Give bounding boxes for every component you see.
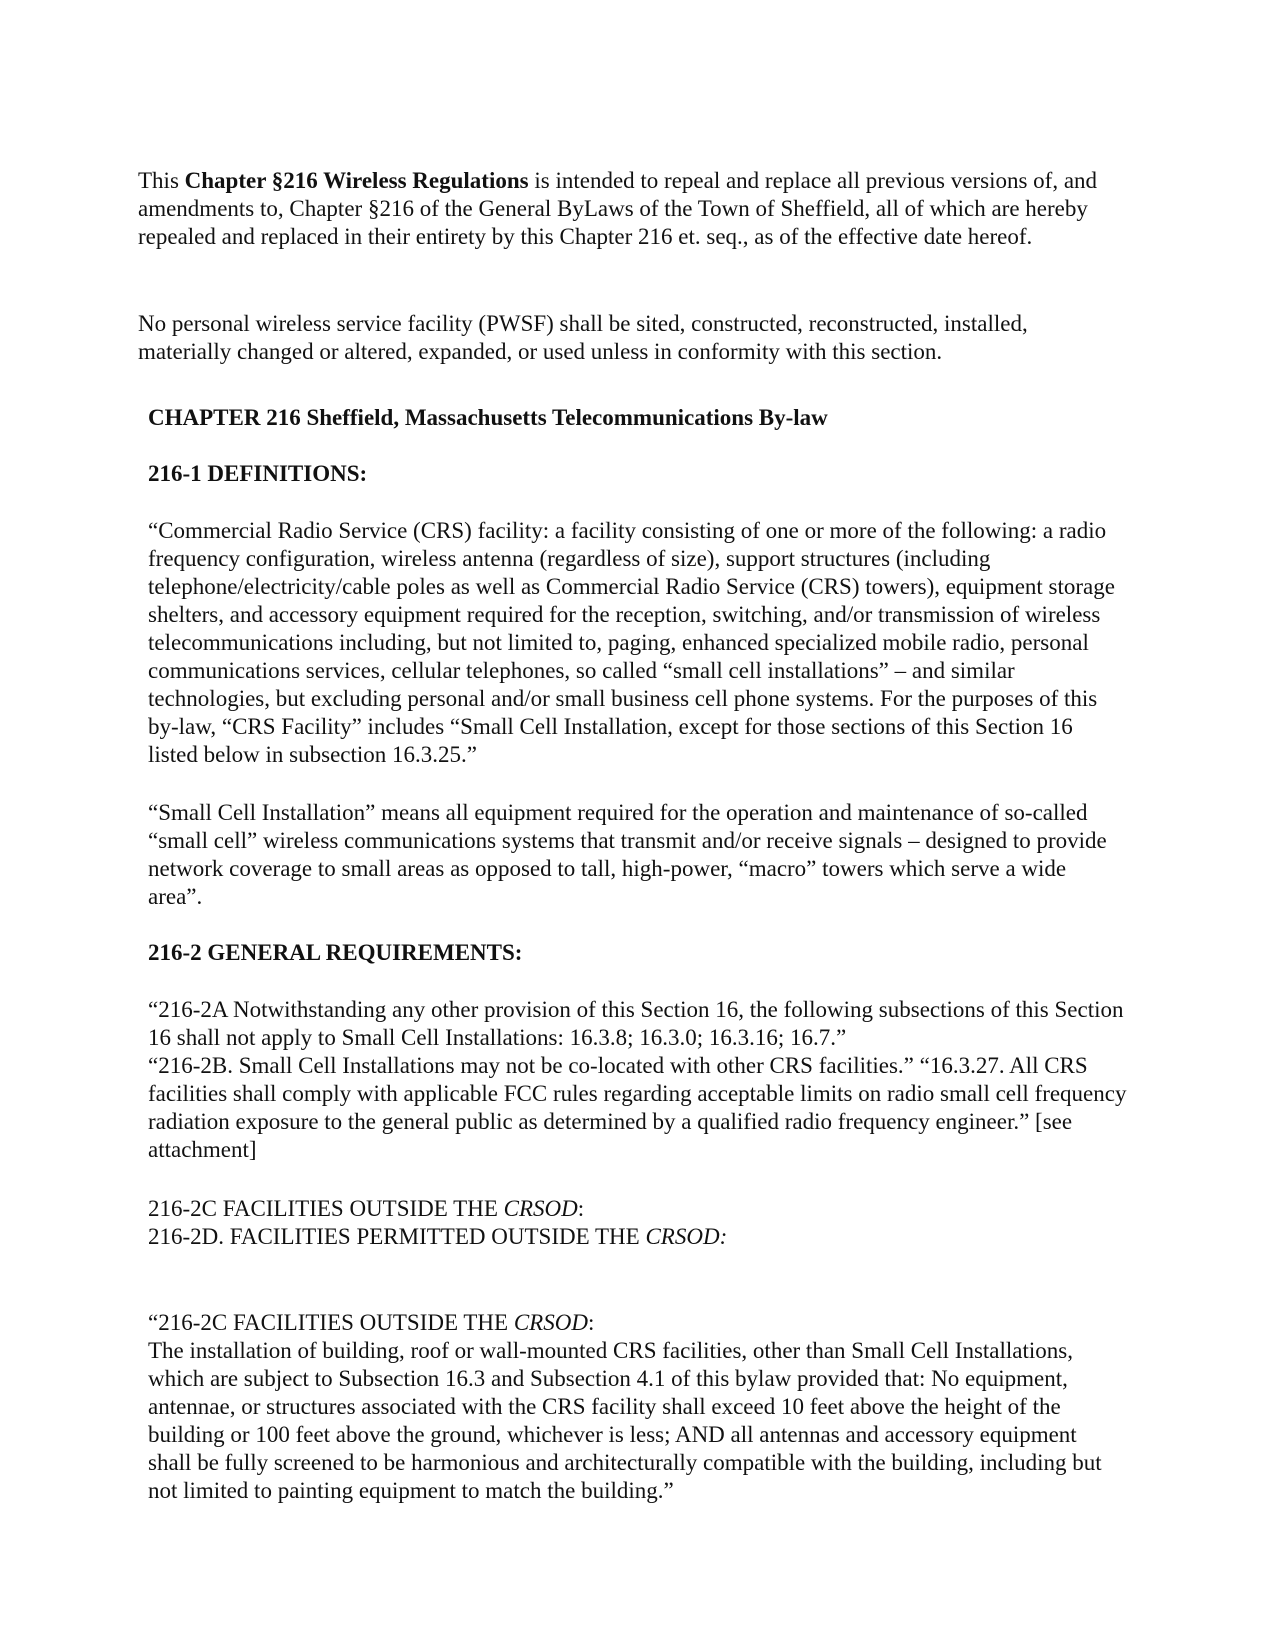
pwsf-paragraph: No personal wireless service facility (PWSF) shall be sited, constructed, reconstructed, installed, materially changed or altered, expanded, or used unless in conformity with this section. xyxy=(138,311,1028,364)
facilities-2c-detail-body: The installation of building, roof or wall-mounted CRS facilities, other than Small Cell Installations, which are subject to Subsection 16.3 and Subsection 4.1 of this bylaw provided that: No equipment, antennae, or structures associated with the CRS facility shall exceed 10 feet above the height of the building or 100 feet above the ground, whichever is less; AND all antennas and accessory equipment shall be fully screened to be harmonious and architecturally compatible with the building, including but not limited to painting equipment to match the building.” xyxy=(148,1338,1102,1503)
facilities-item-2c-prefix: 216-2C FACILITIES OUTSIDE THE xyxy=(148,1196,504,1221)
intro-rest: is intended to repeal and replace all previous versions of, and amendments to, Chapter §216 of the General ByLaws of the Town of Sheffield, all of which are hereby repealed and replaced in their entirety by this Chapter 216 et. seq., as of the effective date hereof. xyxy=(138,168,1098,249)
intro-paragraph xyxy=(138,167,1098,251)
general-requirements-body xyxy=(148,996,1138,1164)
requirement-2a: “216-2A Notwithstanding any other provision of this Section 16, the following subsections of this Section 16 shall not apply to Small Cell Installations: 16.3.8; 16.3.0; 16.3.16; 16.7.” xyxy=(148,997,1124,1050)
facilities-item-2c-suffix: : xyxy=(577,1196,585,1221)
facilities-2c-detail-suffix: : xyxy=(587,1310,595,1335)
requirement-2b: “216-2B. Small Cell Installations may not be co-located with other CRS facilities.” “16.3.27. All CRS facilities shall comply with applicable FCC rules regarding acceptable limits on radio small cell frequency radiation exposure to the general public as determined by a qualified radio frequency engineer.” [see attachment] xyxy=(148,1053,1127,1162)
facilities-item-2c-crsod: CRSOD xyxy=(503,1196,578,1221)
definitions-heading: 216-1 DEFINITIONS: xyxy=(148,461,368,486)
facilities-2c-detail-prefix: “216-2C FACILITIES OUTSIDE THE xyxy=(148,1310,514,1335)
facilities-2c-detail-heading xyxy=(148,1309,1108,1337)
facilities-2c-detail xyxy=(148,1309,1108,1505)
general-requirements-heading: 216-2 GENERAL REQUIREMENTS: xyxy=(148,940,523,965)
chapter-heading: CHAPTER 216 Sheffield, Massachusetts Telecommunications By-law xyxy=(148,405,828,430)
facilities-item-2d xyxy=(148,1223,1108,1251)
intro-lead: This xyxy=(138,168,185,193)
facilities-2c-detail-crsod: CRSOD xyxy=(513,1310,588,1335)
crs-facility-definition: “Commercial Radio Service (CRS) facility: a facility consisting of one or more of the following: a radio frequency configuration, wireless antenna (regardless of size), support structures (including telephone/electricity/cable poles as well as Commercial Radio Service (CRS) towers), equipment storage shelters, and accessory equipment required for the reception, switching, and/or transmission of wireless telecommunications including, but not limited to, paging, enhanced specialized mobile radio, personal communications services, cellular telephones, so called “small cell installations” – and similar technologies, but excluding personal and/or small business cell phone systems. For the purposes of this by-law, “CRS Facility” includes “Small Cell Installation, except for those sections of this Section 16 listed below in subsection 16.3.25.” xyxy=(148,518,1115,767)
facilities-item-2c xyxy=(148,1195,1108,1223)
facilities-item-2d-crsod: CRSOD: xyxy=(645,1224,728,1249)
intro-chapter-title: Chapter §216 Wireless Regulations xyxy=(184,168,529,193)
small-cell-definition: “Small Cell Installation” means all equipment required for the operation and maintenance of so-called “small cell” wireless communications systems that transmit and/or receive signals – designed to provide network coverage to small areas as opposed to tall, high-power, “macro” towers which serve a wide area”. xyxy=(148,800,1107,909)
facilities-list xyxy=(148,1195,1108,1251)
facilities-item-2d-prefix: 216-2D. FACILITIES PERMITTED OUTSIDE THE xyxy=(148,1224,646,1249)
